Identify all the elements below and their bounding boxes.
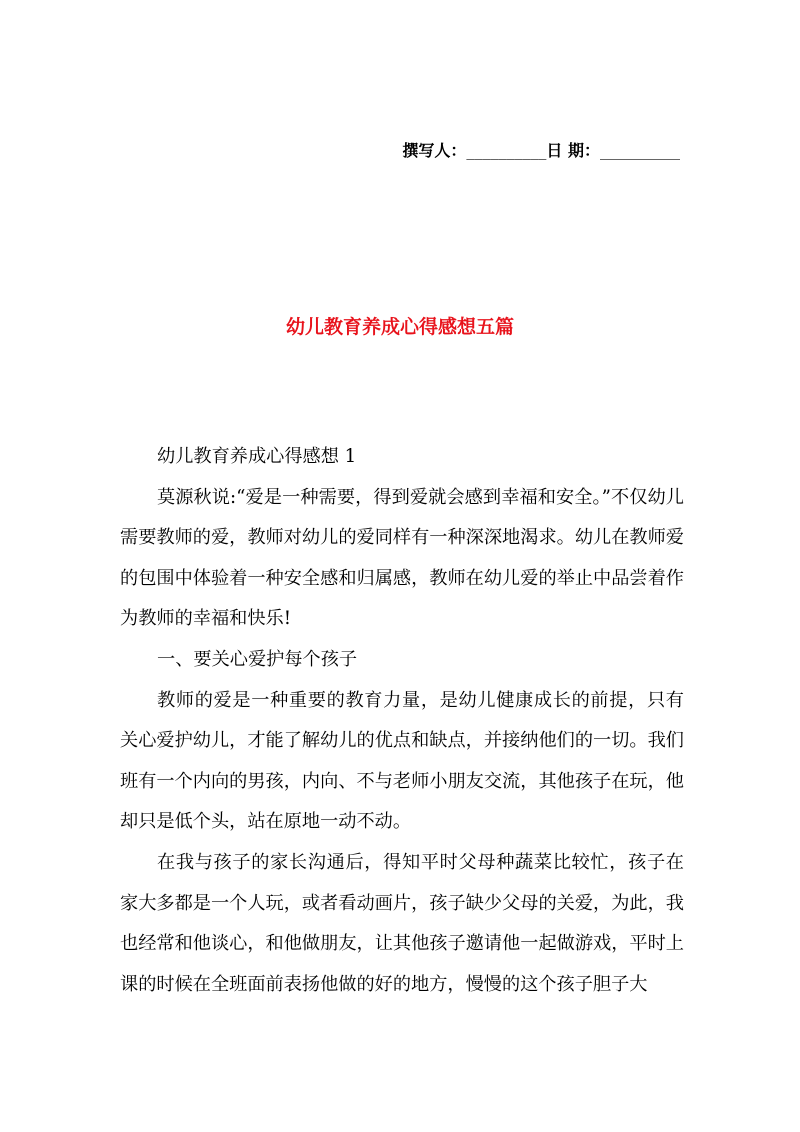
date-label: 日 期： bbox=[546, 141, 600, 160]
date-blank: __________ bbox=[600, 141, 680, 160]
subheading: 一、要关心爱护每个孩子 bbox=[157, 648, 358, 670]
section-heading: 幼儿教育养成心得感想 1 bbox=[157, 446, 357, 467]
byline bbox=[300, 138, 680, 161]
author-blank: __________ bbox=[466, 141, 547, 160]
document-body bbox=[120, 437, 684, 1005]
paragraph: 莫源秋说:“爱是一种需要，得到爱就会感到幸福和安全。”不仅幼儿需要教师的爱，教师对幼儿的爱同样有一种深深地渴求。幼儿在教师爱的包围中体验着一种安全感和归属感，教师在幼儿爱的举止中品尝着作为教师的幸福和快乐! bbox=[120, 486, 684, 630]
author-label: 撰写人： bbox=[402, 141, 467, 160]
paragraph: 教师的爱是一种重要的教育力量，是幼儿健康成长的前提，只有关心爱护幼儿，才能了解幼儿的优点和缺点，并接纳他们的一切。我们班有一个内向的男孩，内向、不与老师小朋友交流，其他孩子在玩，他却只是低个头，站在原地一动不动。 bbox=[120, 689, 684, 833]
paragraph: 在我与孩子的家长沟通后，得知平时父母种蔬菜比较忙，孩子在家大多都是一个人玩，或者看动画片，孩子缺少父母的关爱，为此，我也经常和他谈心，和他做朋友，让其他孩子邀请他一起做游戏，平时上课的时候在全班面前表扬他做的好的地方，慢慢的这个孩子胆子大 bbox=[120, 851, 684, 995]
document-title: 幼儿教育养成心得感想五篇 bbox=[285, 316, 514, 338]
